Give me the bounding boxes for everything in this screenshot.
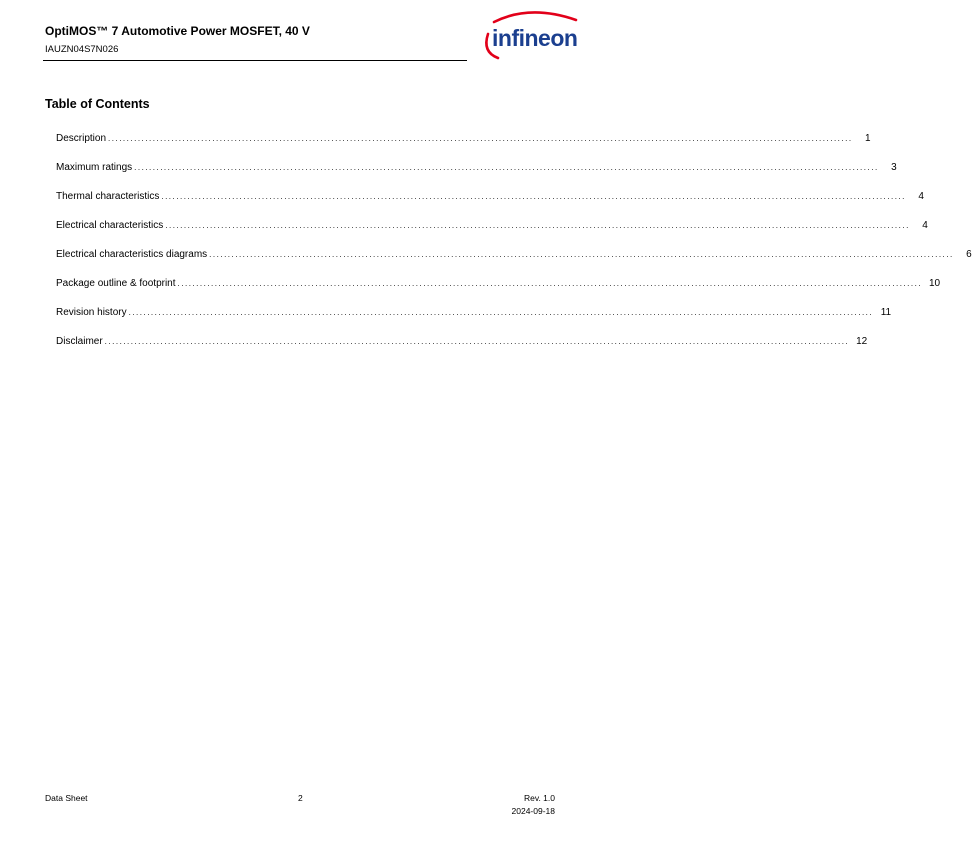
footer-doc-type: Data Sheet: [45, 793, 88, 803]
toc-entry[interactable]: [56, 220, 928, 249]
toc-entry-label: Electrical characteristics: [56, 220, 164, 231]
infineon-logo-icon: [478, 12, 588, 62]
toc-entry[interactable]: [56, 278, 941, 307]
toc-entry-page: 4: [918, 191, 924, 202]
toc-entry[interactable]: [56, 162, 897, 191]
toc-dot-leader: ........................................................................................................................................................................................................: [161, 192, 906, 201]
toc-entry-page: 12: [856, 336, 868, 347]
toc-entry-page: 11: [880, 307, 892, 318]
toc-entry-page: 6: [966, 249, 972, 260]
toc-dot-leader: ........................................................................................................................................................................................................: [108, 134, 853, 143]
toc-entry-label: Maximum ratings: [56, 162, 133, 173]
toc-entry[interactable]: [56, 336, 868, 365]
toc-entry-label: Package outline & footprint: [56, 278, 176, 289]
toc-dot-leader: ........................................................................................................................................................................................................: [128, 308, 874, 317]
header-divider: [43, 60, 467, 61]
toc-entry-label: Electrical characteristics diagrams: [56, 249, 208, 260]
toc-entry-page: 3: [891, 162, 897, 173]
toc-entry-label: Disclaimer: [56, 336, 103, 347]
toc-entry[interactable]: [56, 307, 892, 336]
toc-entry[interactable]: [56, 191, 924, 220]
toc-entry-page: 10: [928, 278, 941, 289]
logo-wordmark: infineon: [492, 25, 578, 51]
toc-heading: Table of Contents: [45, 97, 150, 111]
toc-entry-page: 4: [922, 220, 928, 231]
toc-dot-leader: ........................................................................................................................................................................................................: [177, 279, 923, 288]
footer-date: 2024-09-18: [511, 806, 555, 816]
toc-dot-leader: ........................................................................................................................................................................................................: [209, 250, 954, 259]
part-number: IAUZN04S7N026: [45, 44, 119, 55]
toc-entry[interactable]: [56, 133, 871, 162]
footer-page-number: 2: [298, 793, 303, 803]
toc-dot-leader: ........................................................................................................................................................................................................: [165, 221, 910, 230]
toc-dot-leader: ........................................................................................................................................................................................................: [134, 163, 879, 172]
toc-entry-label: Description: [56, 133, 107, 144]
toc-dot-leader: ........................................................................................................................................................................................................: [104, 337, 850, 346]
footer-revision: Rev. 1.0: [523, 793, 555, 803]
toc-entry-page: 1: [865, 133, 871, 144]
toc-entry-label: Thermal characteristics: [56, 191, 160, 202]
document-title: OptiMOS™ 7 Automotive Power MOSFET, 40 V: [45, 24, 310, 38]
toc-entry-label: Revision history: [56, 307, 127, 318]
table-of-contents: [56, 133, 972, 365]
toc-entry[interactable]: [56, 249, 972, 278]
